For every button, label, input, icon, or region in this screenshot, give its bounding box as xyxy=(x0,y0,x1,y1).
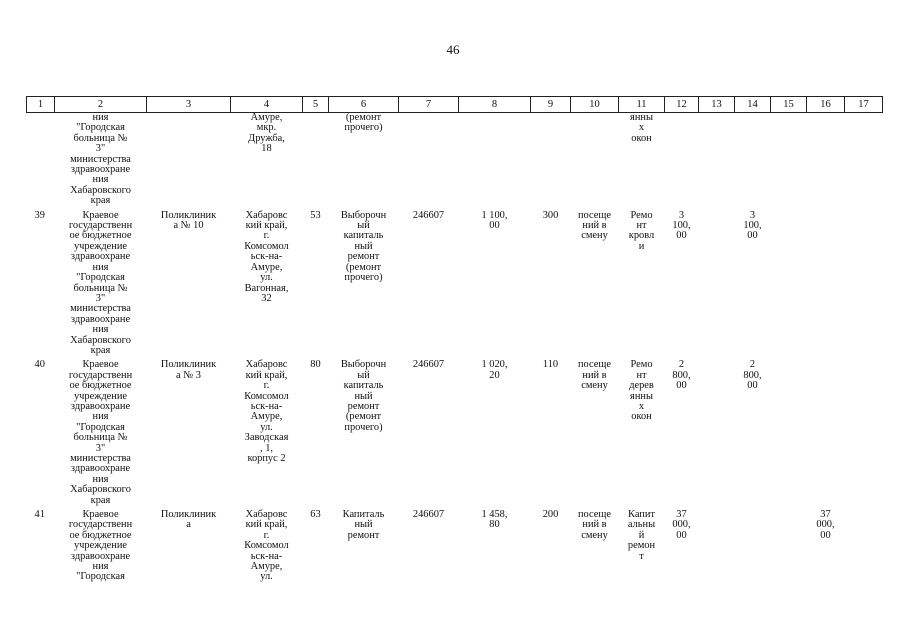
column-number: 6 xyxy=(329,97,399,113)
column-number: 15 xyxy=(771,97,807,113)
column-number: 16 xyxy=(807,97,845,113)
column-number: 12 xyxy=(665,97,699,113)
table-cell xyxy=(699,356,735,506)
column-number: 13 xyxy=(699,97,735,113)
table-cell: Ремо нт дерев янны х окон xyxy=(629,359,654,423)
table-cell: 37 000, 00 xyxy=(816,509,835,541)
table-cell: Выборочн ый капиталь ный ремонт (ремонт прочего) xyxy=(340,359,387,433)
table-cell: 41 xyxy=(34,509,45,521)
table-cell: 2 800, 00 xyxy=(743,359,762,392)
table-cell xyxy=(771,113,807,207)
column-number: 9 xyxy=(531,97,571,113)
table-cell: 1 020, 20 xyxy=(481,359,508,381)
table-cell: Поликлиник а № 3 xyxy=(160,359,217,381)
table-cell: посеще ний в смену xyxy=(578,209,611,242)
table-cell: Капиталь ный ремонт xyxy=(342,509,385,541)
table-cell xyxy=(147,113,231,207)
table-cell xyxy=(845,113,883,207)
table-cell: 246607 xyxy=(412,359,445,371)
table-cell: 1 100, 00 xyxy=(481,209,508,232)
table-cell: 53 xyxy=(310,209,321,221)
table-cell: Краевое государственн ое бюджетное учреждение здравоохране ния "Городская больница № 3" министерства здравоохране ния Хабаровского края xyxy=(68,359,133,506)
table-cell xyxy=(845,356,883,506)
table-cell: Поликлиник а xyxy=(160,509,217,531)
table-cell: Капит альны й ремон т xyxy=(627,509,656,562)
page-number: 46 xyxy=(446,42,460,57)
column-number-header-row xyxy=(27,97,883,113)
column-number: 10 xyxy=(571,97,619,113)
table-cell xyxy=(735,113,771,207)
table-cell: посеще ний в смену xyxy=(578,509,611,541)
table-cell xyxy=(399,113,459,207)
table-cell xyxy=(771,356,807,506)
table-row xyxy=(27,113,883,207)
column-number: 1 xyxy=(27,97,55,113)
table-row xyxy=(27,356,883,506)
table-cell: 80 xyxy=(310,359,321,371)
table-cell: Выборочн ый капиталь ный ремонт (ремонт прочего) xyxy=(340,209,387,284)
table-cell xyxy=(807,207,845,357)
table-cell xyxy=(665,113,699,207)
table-cell xyxy=(27,113,55,207)
table-cell xyxy=(771,506,807,583)
column-number: 11 xyxy=(619,97,665,113)
table-cell: 110 xyxy=(542,359,559,371)
table-row xyxy=(27,506,883,583)
table-cell: Амуре, мкр. Дружба, 18 xyxy=(248,112,285,155)
table-cell xyxy=(699,207,735,357)
table-cell: 2 800, 00 xyxy=(672,359,691,392)
table-cell xyxy=(845,207,883,357)
table-cell xyxy=(699,113,735,207)
column-number: 3 xyxy=(147,97,231,113)
table-cell: Краевое государственн ое бюджетное учреждение здравоохране ния "Городская больница № 3" министерства здравоохране ния Хабаровского края xyxy=(68,209,133,356)
table-cell xyxy=(459,113,531,207)
table-row xyxy=(27,207,883,357)
table-cell: (ремонт прочего) xyxy=(344,112,383,134)
table-cell xyxy=(845,506,883,583)
table-cell: 39 xyxy=(34,209,45,221)
table-cell: Краевое государственн ое бюджетное учреждение здравоохране ния "Городская xyxy=(68,509,133,583)
table-cell xyxy=(807,113,845,207)
table-cell: Хабаровс кий край, г. Комсомол ьск-на- Амуре, ул. xyxy=(244,509,289,583)
table-cell: 3 100, 00 xyxy=(743,209,762,242)
column-number: 7 xyxy=(399,97,459,113)
table-cell: Поликлиник а № 10 xyxy=(160,209,217,232)
table-cell xyxy=(771,207,807,357)
table-cell: 1 458, 80 xyxy=(481,509,508,531)
column-number: 4 xyxy=(231,97,303,113)
table-cell xyxy=(531,113,571,207)
table-cell: 200 xyxy=(542,509,559,521)
column-number: 17 xyxy=(845,97,883,113)
document-table xyxy=(26,96,883,583)
table-cell: Хабаровс кий край, г. Комсомол ьск-на- Амуре, ул. Вагонная, 32 xyxy=(244,209,289,304)
table-cell: 63 xyxy=(310,509,321,521)
table-cell: 300 xyxy=(542,209,559,221)
column-number: 2 xyxy=(55,97,147,113)
table-cell xyxy=(571,113,619,207)
table-cell: 37 000, 00 xyxy=(672,509,691,541)
table-cell: Хабаровс кий край, г. Комсомол ьск-на- Амуре, ул. Заводская , 1, корпус 2 xyxy=(244,359,289,464)
table-cell: 246607 xyxy=(412,209,445,221)
table-cell xyxy=(807,356,845,506)
column-number: 14 xyxy=(735,97,771,113)
table-cell: ния "Городская больница № 3" министерства здравоохране ния Хабаровского края xyxy=(70,112,131,207)
table-cell: 3 100, 00 xyxy=(672,209,691,242)
column-number: 5 xyxy=(303,97,329,113)
table-cell: 246607 xyxy=(412,509,445,521)
table-cell: Ремо нт кровл и xyxy=(628,209,655,252)
table-cell xyxy=(699,506,735,583)
column-number: 8 xyxy=(459,97,531,113)
table-cell xyxy=(735,506,771,583)
table-cell: янны х окон xyxy=(630,112,653,144)
table-cell xyxy=(303,113,329,207)
table-cell: 40 xyxy=(34,359,45,371)
table-cell: посеще ний в смену xyxy=(578,359,611,392)
